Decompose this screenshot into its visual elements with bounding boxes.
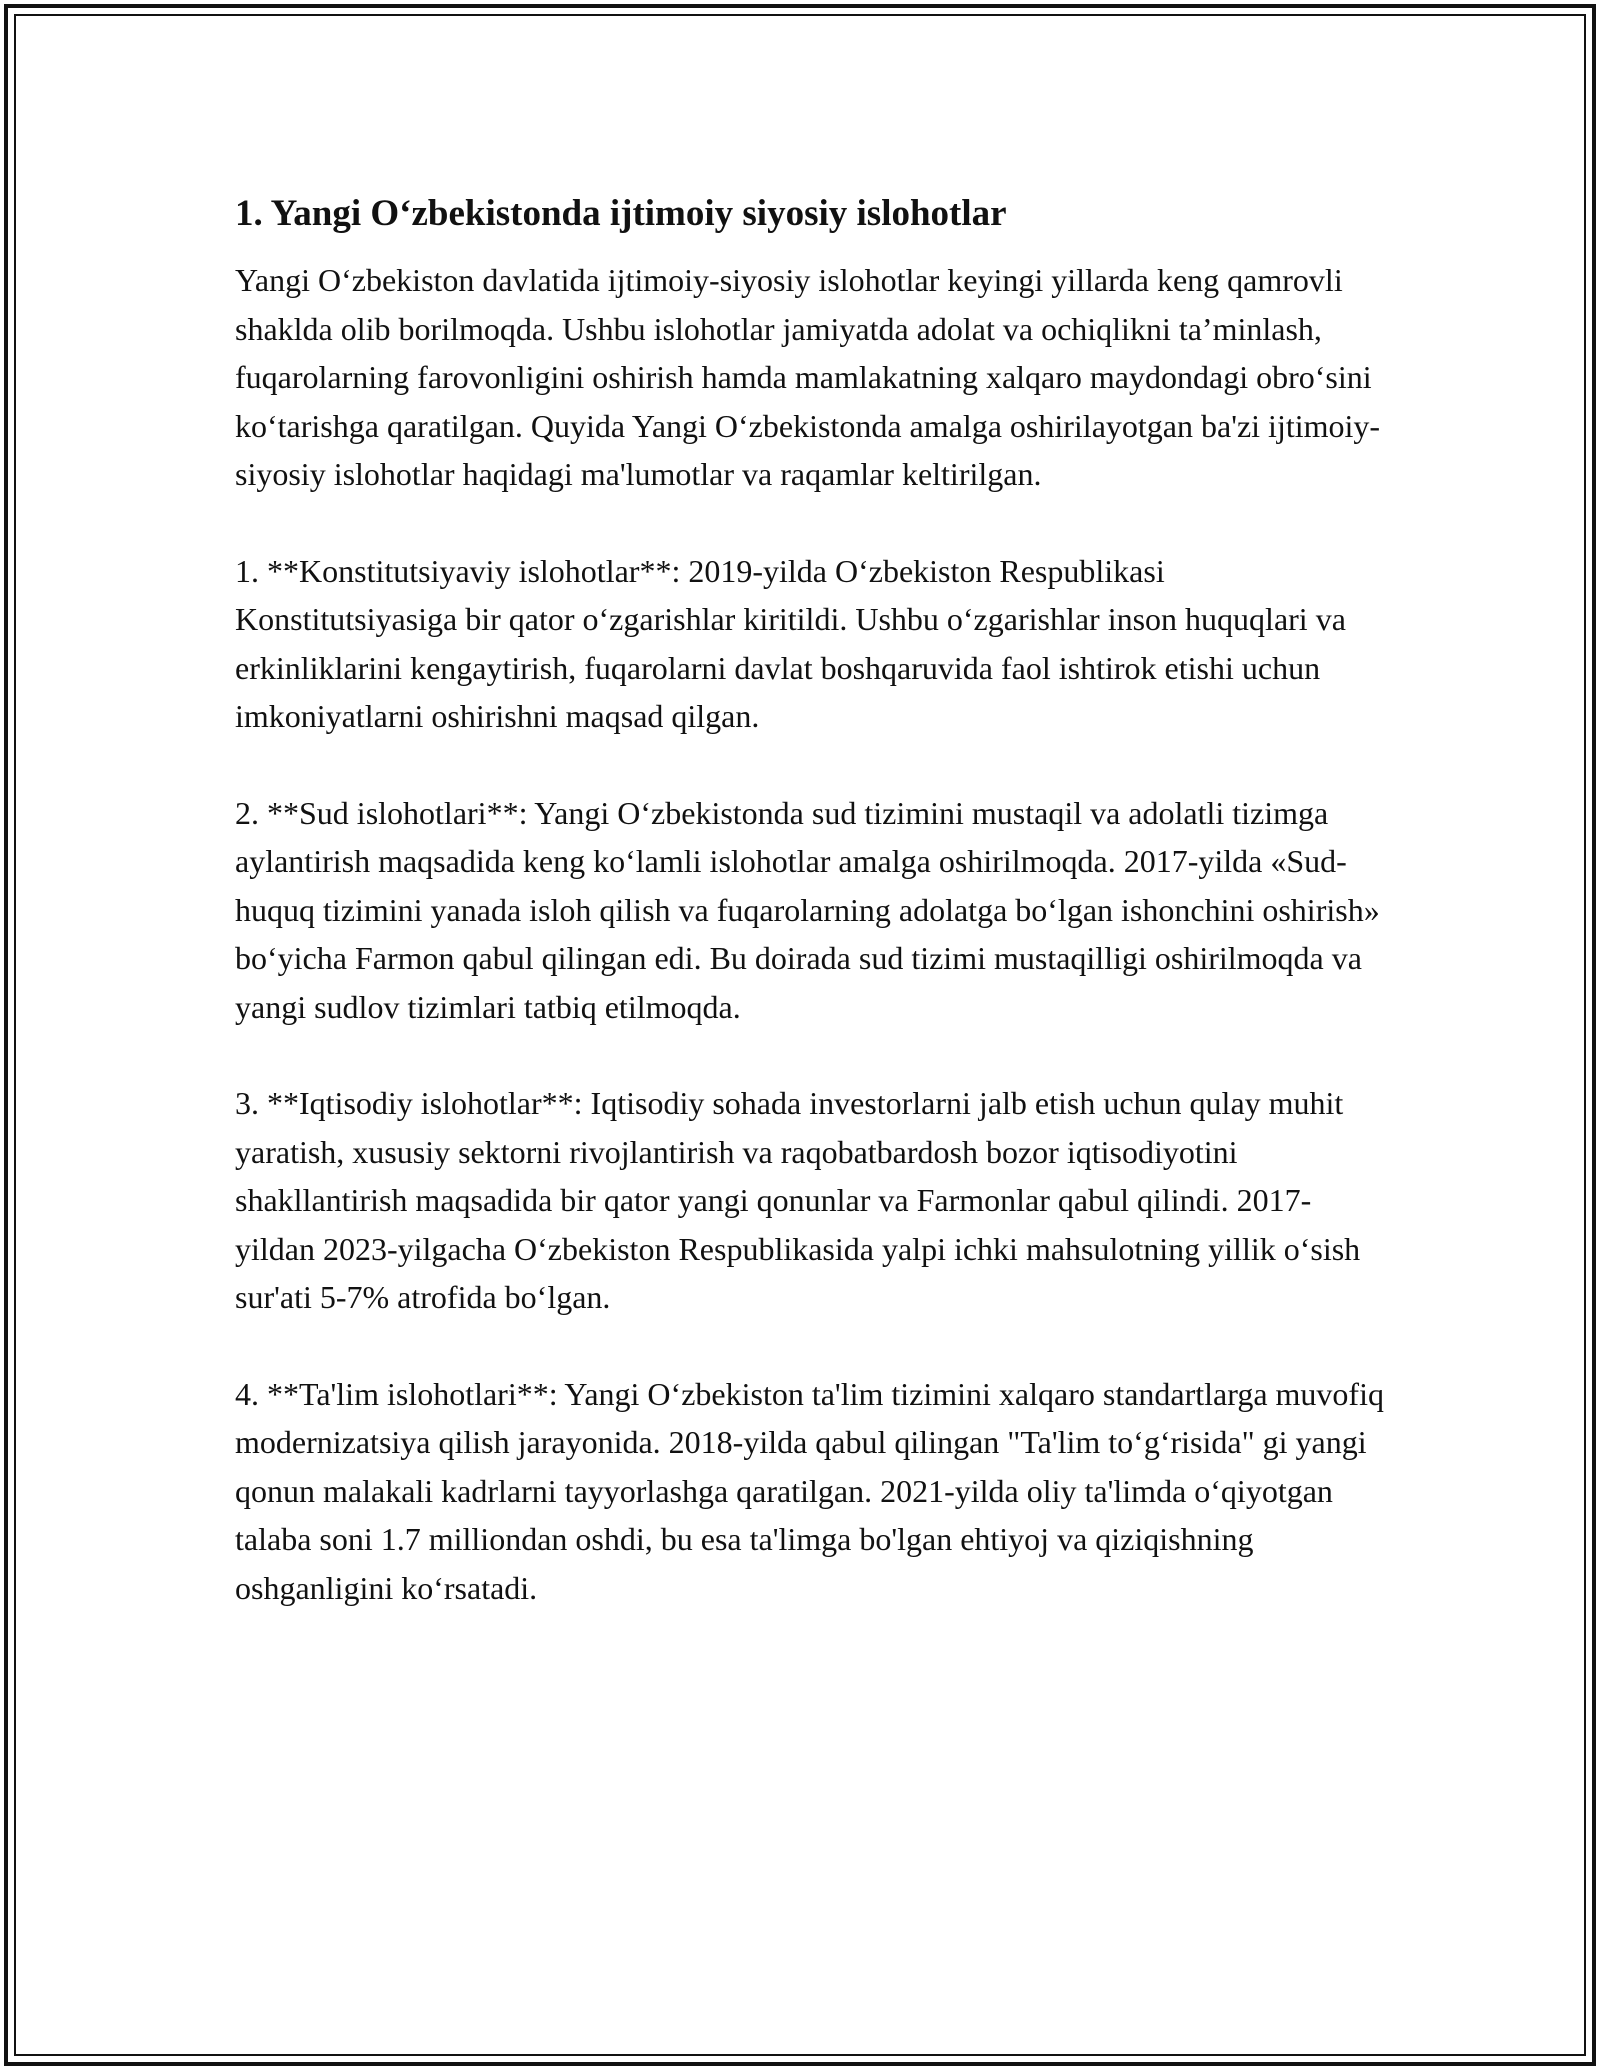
document-title: 1. Yangi O‘zbekistonda ijtimoiy siyosiy islohotlar [235, 193, 1007, 234]
intro-paragraph: Yangi O‘zbekiston davlatida ijtimoiy-siyosiy islohotlar keyingi yillarda keng qamrovli shaklda olib borilmoqda. Ushbu islohotlar jamiyatda adolat va ochiqlikni ta’minlash, fuqarolarning farovonligini oshirish hamda mamlakatning xalqaro maydondagi obro‘sini ko‘tarishga qaratilgan. Quyida Yangi O‘zbekistonda amalga oshirilayotgan ba'zi ijtimoiy-siyosiy islohotlar haqidagi ma'lumotlar va raqamlar keltirilgan. [235, 262, 1381, 492]
economic-reforms-paragraph: 3. **Iqtisodiy islohotlar**: Iqtisodiy sohada investorlarni jalb etish uchun qulay muhit yaratish, xususiy sektorni rivojlantirish va raqobatbardosh bozor iqtisodiyotini shakllantirish maqsadida bir qator yangi qonunlar va Farmonlar qabul qilindi. 2017-yildan 2023-yilgacha O‘zbekiston Respublikasida yalpi ichki mahsulotning yillik o‘sish sur'ati 5-7% atrofida bo‘lgan. [235, 1085, 1361, 1315]
judicial-reforms-paragraph: 2. **Sud islohotlari**: Yangi O‘zbekistonda sud tizimini mustaqil va adolatli tizimga aylantirish maqsadida keng ko‘lamli islohotlar amalga oshirilmoqda. 2017-yilda «Sud-huquq tizimini yanada isloh qilish va fuqarolarning adolatga bo‘lgan ishonchini oshirish» bo‘yicha Farmon qabul qilingan edi. Bu doirada sud tizimi mustaqilligi oshirilmoqda va yangi sudlov tizimlari tatbiq etilmoqda. [235, 794, 1380, 1025]
document-body [235, 188, 1385, 1660]
constitutional-reforms-paragraph: 1. **Konstitutsiyaviy islohotlar**: 2019-yilda O‘zbekiston Respublikasi Konstitutsiyasiga bir qator o‘zgarishlar kiritildi. Ushbu o‘zgarishlar inson huquqlari va erkinliklarini kengaytirish, fuqarolarni davlat boshqaruvida faol ishtirok etishi uchun imkoniyatlarni oshirishni maqsad qilgan. [235, 552, 1346, 734]
education-reforms-paragraph: 4. **Ta'lim islohotlari**: Yangi O‘zbekiston ta'lim tizimini xalqaro standartlarga muvofiq modernizatsiya qilish jarayonida. 2018-yilda qabul qilingan "Ta'lim to‘g‘risida" gi yangi qonun malakali kadrlarni tayyorlashga qaratilgan. 2021-yilda oliy ta'limda o‘qiyotgan talaba soni 1.7 milliondan oshdi, bu esa ta'limga bo'lgan ehtiyoj va qiziqishning oshganligini ko‘rsatadi. [235, 1375, 1384, 1606]
